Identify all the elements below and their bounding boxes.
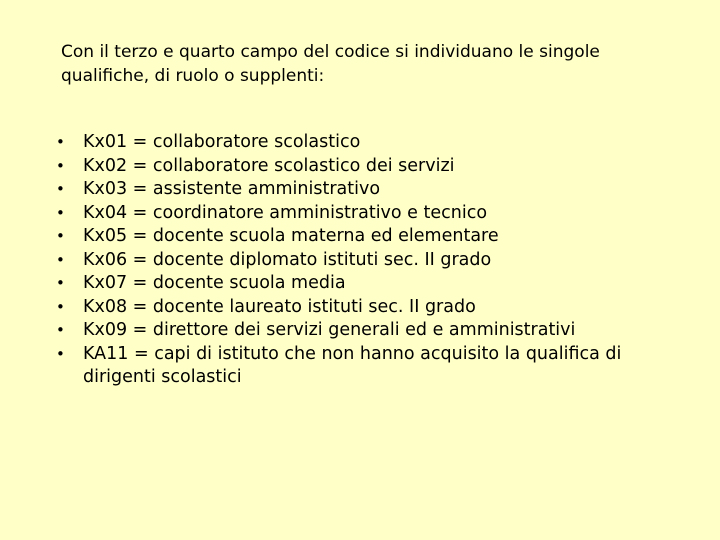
list-item-text: Kx01 = collaboratore scolastico: [83, 132, 361, 152]
list-item: [56, 178, 666, 202]
bullet-icon: •: [56, 133, 65, 151]
bullet-icon: •: [56, 227, 65, 245]
list-item: [56, 155, 666, 179]
list-item: [56, 296, 666, 320]
bullet-icon: •: [56, 156, 65, 175]
bullet-icon: •: [56, 203, 65, 222]
bullet-icon: •: [56, 274, 65, 292]
list-item-text: Kx06 = docente diplomato istituti sec. II grado: [83, 249, 492, 270]
list-item-text: Kx07 = docente scuola media: [83, 273, 346, 293]
list-item: [56, 249, 666, 273]
bullet-icon: •: [56, 297, 65, 316]
list-item: [56, 272, 666, 296]
bullet-icon: •: [56, 321, 65, 339]
list-item-text: Kx04 = coordinatore amministrativo e tecnico: [83, 202, 488, 223]
list-item: [56, 319, 666, 343]
list-item-text: Kx02 = collaboratore scolastico dei servizi: [83, 155, 455, 176]
list-item-text: Kx05 = docente scuola materna ed elementare: [83, 226, 499, 246]
bullet-icon: •: [56, 344, 65, 363]
list-item: [56, 202, 666, 226]
list-item-text: Kx09 = direttore dei servizi generali ed e amministrativi: [83, 320, 576, 340]
intro-text: Con il terzo e quarto campo del codice si individuano le singole qualifiche, di ruolo o supplenti:: [61, 42, 600, 86]
list-item-text: KA11 = capi di istituto che non hanno acquisito la qualifica di dirigenti scolastici: [83, 343, 622, 387]
list-item: [56, 343, 666, 390]
list-item-text: Kx08 = docente laureato istituti sec. II grado: [83, 296, 476, 317]
qualification-list: [56, 131, 666, 390]
bullet-icon: •: [56, 250, 65, 269]
bullet-icon: •: [56, 180, 65, 198]
list-item: [56, 131, 666, 155]
list-item-text: Kx03 = assistente amministrativo: [83, 179, 381, 199]
list-item: [56, 225, 666, 249]
